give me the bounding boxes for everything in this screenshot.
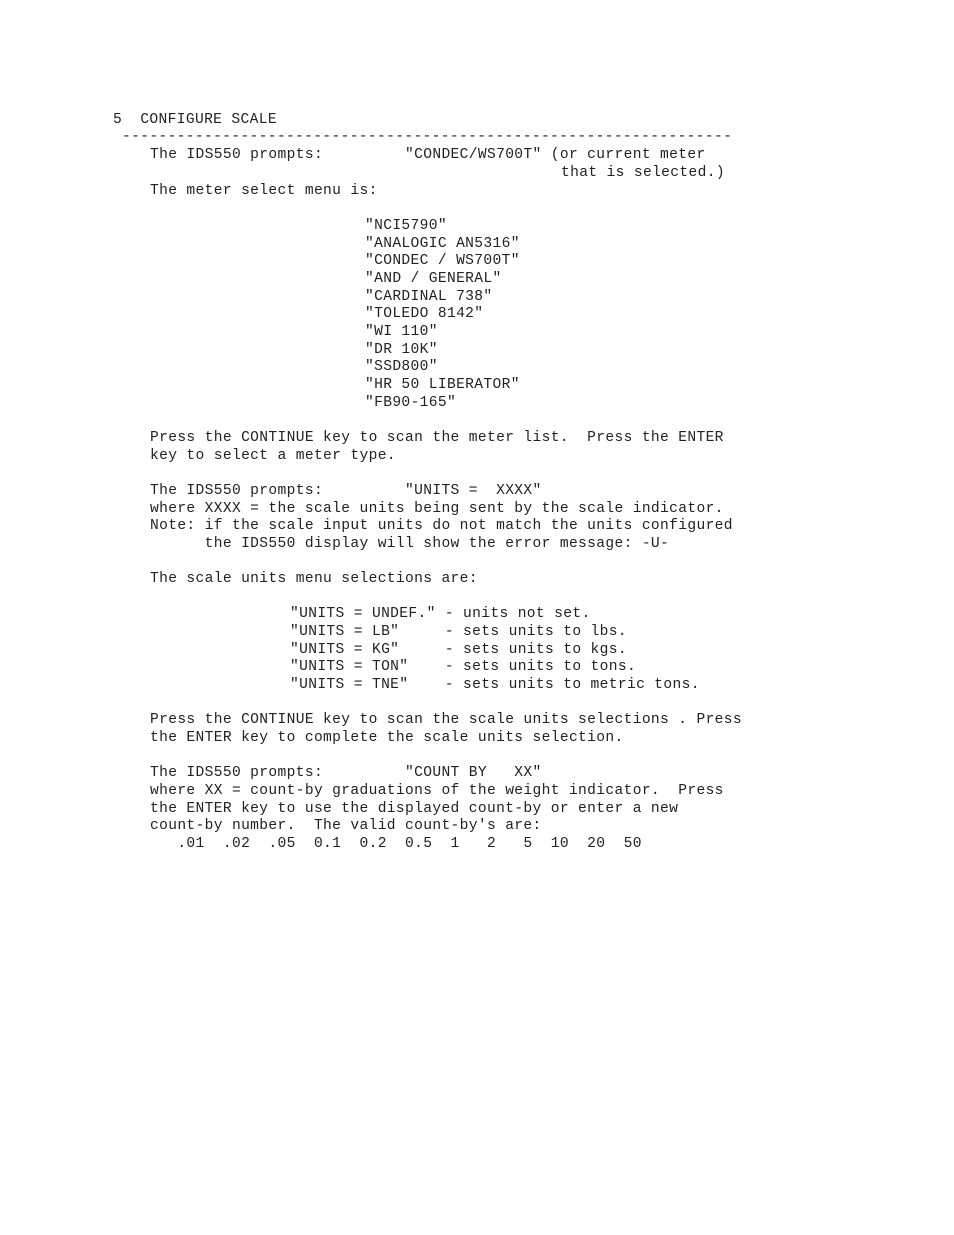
meter-option: "AND / GENERAL"	[365, 271, 502, 287]
units-menu-intro: The scale units menu selections are:	[150, 571, 478, 587]
meter-option: "HR 50 LIBERATOR"	[365, 377, 520, 393]
units-note-line: the IDS550 display will show the error message: -U-	[150, 536, 670, 552]
instruction-line: Press the CONTINUE key to scan the scale units selections . Press	[150, 712, 742, 728]
instruction-line: the ENTER key to complete the scale units selection.	[150, 730, 624, 746]
meter-option: "CONDEC / WS700T"	[365, 253, 520, 269]
count-by-values: .01 .02 .05 0.1 0.2 0.5 1 2 5 10 20 50	[150, 836, 642, 852]
instruction-line: Press the CONTINUE key to scan the meter list. Press the ENTER	[150, 430, 724, 446]
units-option: "UNITS = LB" - sets units to lbs.	[290, 624, 627, 640]
units-prompt-line: The IDS550 prompts: "UNITS = XXXX"	[150, 483, 542, 499]
units-note-line: Note: if the scale input units do not match the units configured	[150, 518, 733, 534]
section-heading: 5 CONFIGURE SCALE	[113, 112, 277, 128]
meter-option: "SSD800"	[365, 359, 438, 375]
units-option: "UNITS = TON" - sets units to tons.	[290, 659, 637, 675]
units-option: "UNITS = UNDEF." - units not set.	[290, 606, 591, 622]
meter-prompt-line: that is selected.)	[561, 165, 725, 181]
meter-option: "WI 110"	[365, 324, 438, 340]
meter-menu-intro: The meter select menu is:	[150, 183, 378, 199]
count-by-line: The IDS550 prompts: "COUNT BY XX"	[150, 765, 542, 781]
units-option: "UNITS = KG" - sets units to kgs.	[290, 642, 627, 658]
meter-option: "CARDINAL 738"	[365, 289, 493, 305]
meter-option: "FB90-165"	[365, 395, 457, 411]
count-by-line: count-by number. The valid count-by's are:	[150, 818, 542, 834]
meter-option: "NCI5790"	[365, 218, 447, 234]
count-by-line: where XX = count-by graduations of the weight indicator. Press	[150, 783, 724, 799]
count-by-line: the ENTER key to use the displayed count-by or enter a new	[150, 801, 679, 817]
meter-option: "ANALOGIC AN5316"	[365, 236, 520, 252]
section-rule: -------------------------------------------------------------------	[122, 129, 733, 145]
meter-option: "DR 10K"	[365, 342, 438, 358]
units-prompt-line: where XXXX = the scale units being sent by the scale indicator.	[150, 501, 724, 517]
instruction-line: key to select a meter type.	[150, 448, 396, 464]
meter-prompt-line: The IDS550 prompts: "CONDEC/WS700T" (or current meter	[150, 147, 706, 163]
units-option: "UNITS = TNE" - sets units to metric tons.	[290, 677, 700, 693]
meter-option: "TOLEDO 8142"	[365, 306, 484, 322]
